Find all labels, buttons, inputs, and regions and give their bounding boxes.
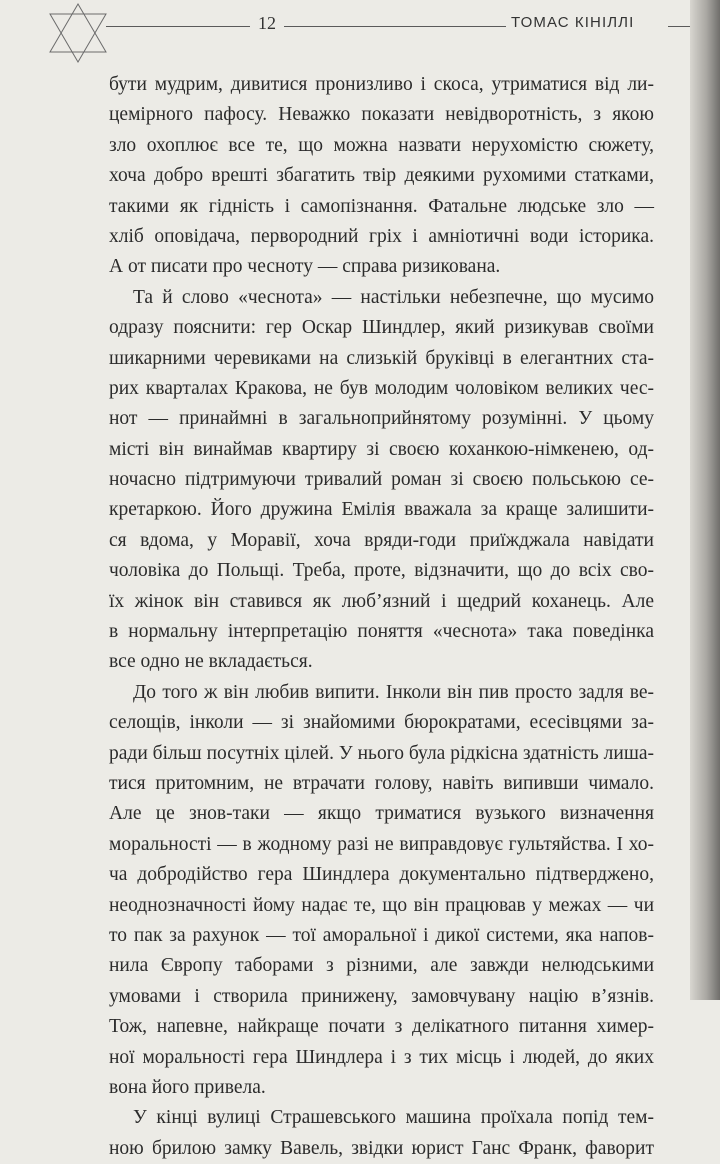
text-line: Та й слово «чеснота» — настільки небезпечне, що мусимо <box>133 286 654 308</box>
running-head-author: ТОМАС КІНІЛЛІ <box>511 14 635 31</box>
paragraph <box>109 1103 654 1164</box>
paragraph <box>109 283 654 678</box>
text-line: А от писати про чесноту — справа ризикована. <box>109 256 501 278</box>
header-rule-left <box>106 26 250 27</box>
page-edge-shadow <box>690 0 720 1000</box>
text-line: тися притомним, не втрачати голову, навіть випивши чимало. <box>109 772 654 794</box>
text-line: в нормальну інтерпретацію поняття «чеснота» така поведінка <box>109 621 654 643</box>
text-line: До того ж він любив випити. Інколи він пив просто задля ве- <box>133 681 654 703</box>
text-line: то пак за рахунок — тої аморальної і дикої системи, яка напов- <box>109 924 654 946</box>
text-line: селощів, інколи — зі знайомими бюрократами, есесівцями за- <box>109 712 654 734</box>
text-line: рих кварталах Кракова, не був молодим чоловіком великих чес- <box>109 377 654 399</box>
text-line: нила Європу таборами з різними, але завжди нелюдськими <box>109 955 654 977</box>
text-line: ною брилою замку Вавель, звідки юрист Ганс Франк, фаворит <box>109 1137 654 1159</box>
text-line: Але це знов-таки — якщо триматися вузького визначення <box>109 803 654 825</box>
page-number: 12 <box>258 13 276 33</box>
text-line: місті він винаймав квартиру зі своєю коханкою-німкенею, од- <box>109 438 654 460</box>
text-line: цемірного пафосу. Неважко показати невідворотність, з якою <box>109 104 654 126</box>
text-line: умовами і створила принижену, замовчувану націю в’язнів. <box>109 985 654 1007</box>
page-header <box>0 0 690 60</box>
text-line: ся вдома, у Моравії, хоча вряди-годи приїжджала навідати <box>109 529 654 551</box>
text-line: хліб оповідача, первородний гріх і амніотичні води історика. <box>109 225 654 247</box>
header-rule-right <box>668 26 690 27</box>
text-line: вона його привела. <box>109 1076 266 1098</box>
text-line: кретаркою. Його дружина Емілія вважала за краще залишити- <box>109 499 654 521</box>
text-line: ної моральності гера Шиндлера і з тих місць і людей, до яких <box>109 1046 654 1068</box>
text-line: шикарними черевиками на слизькій бруківці в елегантних ста- <box>109 347 654 369</box>
header-rule-middle <box>284 26 506 27</box>
star-of-david-icon <box>44 2 112 64</box>
text-line: моральності — в жодному разі не виправдовує гультяйства. І хо- <box>109 833 654 855</box>
text-line: одразу пояснити: гер Оскар Шиндлер, який ризикував своїми <box>109 317 654 339</box>
text-line: ча добродійство гера Шиндлера документально підтверджено, <box>109 864 654 886</box>
text-line: все одно не вкладається. <box>109 651 313 673</box>
text-line: нот — принаймні в загальноприйнятому розумінні. У цьому <box>109 408 654 430</box>
paragraph <box>109 678 654 1103</box>
text-line: Тож, напевне, найкраще почати з делікатного питання химер- <box>109 1016 654 1038</box>
text-line: зло охоплює все те, що можна назвати нерухомістю сюжету, <box>109 134 654 156</box>
text-line: бути мудрим, дивитися пронизливо і скоса, утриматися від ли- <box>109 74 654 95</box>
text-line: чоловіка до Польщі. Треба, проте, відзначити, що до всіх сво- <box>109 560 654 582</box>
text-line: їх жінок він ставився як люб’язний і щедрий коханець. Але <box>109 590 654 612</box>
text-line: хоча добро врешті збагатить твір деякими рухомими статками, <box>109 165 654 187</box>
text-line: У кінці вулиці Страшевського машина проїхала попід тем- <box>133 1107 654 1129</box>
text-line: ради більш посутніх цілей. У нього була рідкісна здатність лиша- <box>109 742 654 764</box>
text-line: ночасно підтримуючи тривалий роман зі своєю польською се- <box>109 469 654 491</box>
paragraph <box>109 70 654 283</box>
text-line: неоднозначності йому надає те, що він працював у межах — чи <box>109 894 654 916</box>
text-line: такими як гідність і самопізнання. Фатальне людське зло — <box>109 195 654 217</box>
